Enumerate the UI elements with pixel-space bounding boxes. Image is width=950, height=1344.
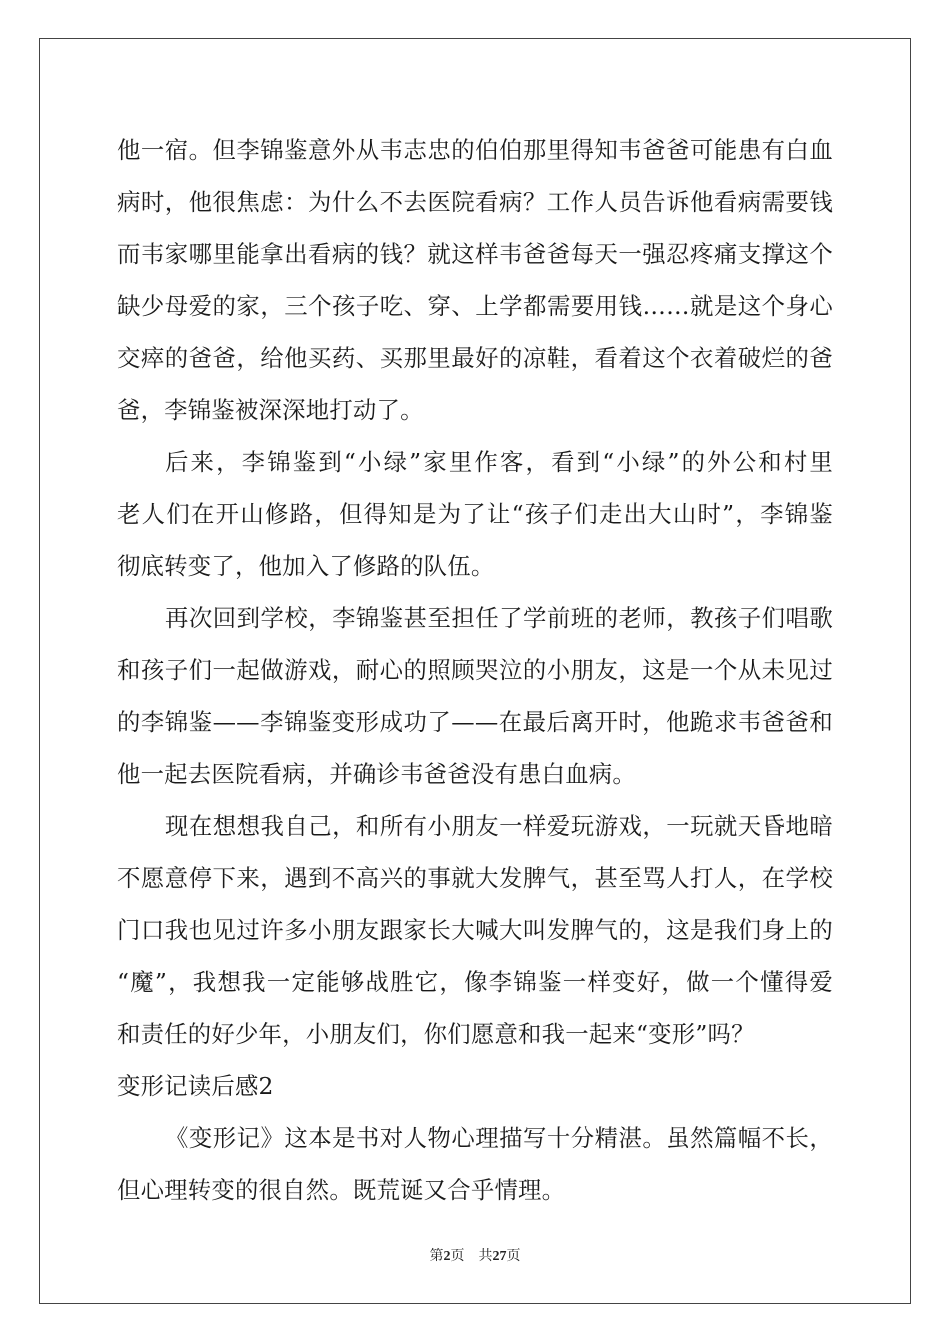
text-line: “魔”，我想我一定能够战胜它，像李锦鉴一样变好，做一个懂得爱 (117, 968, 833, 996)
text-line: 交瘁的爸爸，给他买药、买那里最好的凉鞋，看着这个衣着破烂的爸 (117, 344, 833, 372)
footer-total-prefix: 共 (478, 1248, 493, 1264)
paragraph-first-line: 现在想想我自己，和所有小朋友一样爱玩游戏，一玩就天昏地暗 (165, 812, 833, 840)
text-line: 但心理转变的很自然。既荒诞又合乎情理。 (117, 1176, 566, 1204)
text-line: 缺少母爱的家，三个孩子吃、穿、上学都需要用钱……就是这个身心 (117, 292, 833, 320)
paragraph-first-line: 再次回到学校，李锦鉴甚至担任了学前班的老师，教孩子们唱歌 (165, 604, 833, 632)
text-line: 和责任的好少年，小朋友们，你们愿意和我一起来“变形”吗？ (117, 1020, 755, 1048)
page-footer (0, 1245, 950, 1265)
footer-page-unit: 页 (450, 1248, 465, 1264)
total-pages-number: 27 (492, 1249, 507, 1264)
section-heading: 变形记读后感2 (117, 1072, 274, 1100)
current-page-number: 2 (443, 1249, 451, 1264)
text-line: 他一起去医院看病，并确诊韦爸爸没有患白血病。 (117, 760, 636, 788)
text-line: 的李锦鉴——李锦鉴变形成功了——在最后离开时，他跪求韦爸爸和 (117, 708, 833, 736)
text-line: 门口我也见过许多小朋友跟家长大喊大叫发脾气的，这是我们身上的 (117, 916, 833, 944)
document-body (117, 124, 833, 1216)
footer-prefix: 第 (429, 1248, 444, 1264)
text-line: 而韦家哪里能拿出看病的钱？就这样韦爸爸每天一强忍疼痛支撑这个 (117, 240, 833, 268)
text-line: 爸，李锦鉴被深深地打动了。 (117, 396, 424, 424)
paragraph-first-line: 《变形记》这本是书对人物心理描写十分精湛。虽然篇幅不长， (165, 1124, 833, 1152)
text-line: 不愿意停下来，遇到不高兴的事就大发脾气，甚至骂人打人，在学校 (117, 864, 833, 892)
text-line: 彻底转变了，他加入了修路的队伍。 (117, 552, 495, 580)
text-line: 他一宿。但李锦鉴意外从韦志忠的伯伯那里得知韦爸爸可能患有白血 (117, 136, 833, 164)
footer-total-unit: 页 (506, 1248, 521, 1264)
text-line: 老人们在开山修路，但得知是为了让“孩子们走出大山时”，李锦鉴 (117, 500, 833, 528)
text-line: 病时，他很焦虑：为什么不去医院看病？工作人员告诉他看病需要钱 (117, 188, 833, 216)
text-line: 和孩子们一起做游戏，耐心的照顾哭泣的小朋友，这是一个从未见过 (117, 656, 833, 684)
paragraph-first-line: 后来，李锦鉴到“小绿”家里作客，看到“小绿”的外公和村里 (165, 448, 833, 476)
